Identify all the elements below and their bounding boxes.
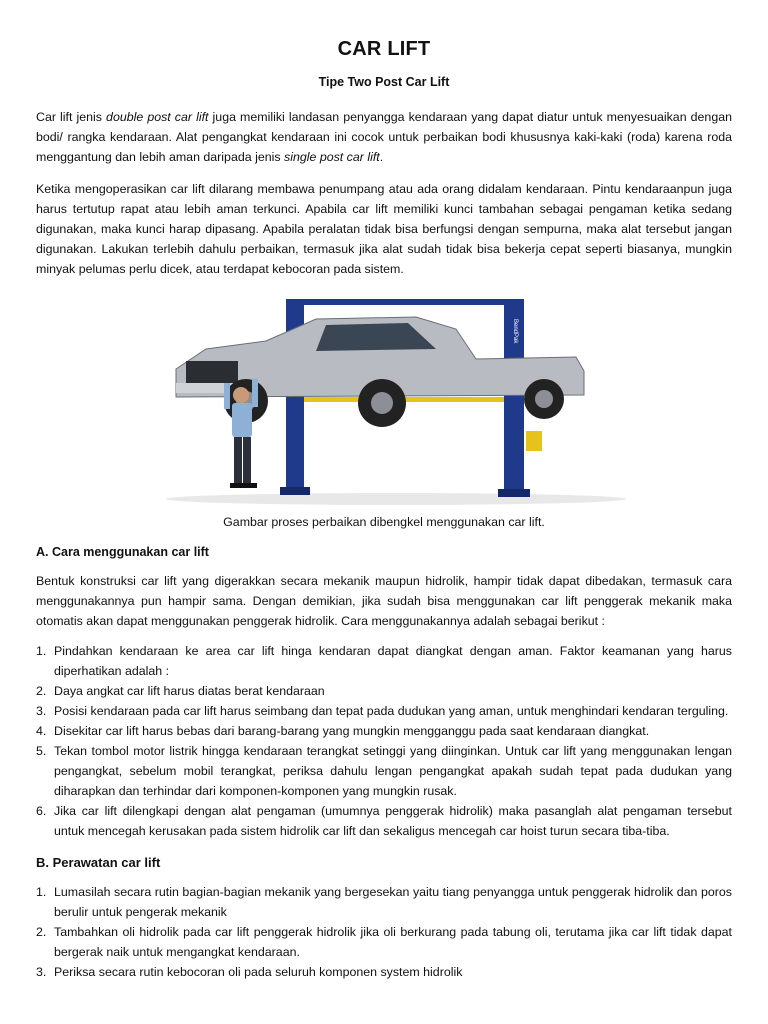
figure-caption: Gambar proses perbaikan dibengkel menggunakan car lift. xyxy=(223,515,545,529)
intro-paragraph: Car lift jenis double post car lift juga memiliki landasan penyangga kendaraan yang dapat diatur untuk menyesuaikan dengan bodi/ rangka kendaraan. Alat pengangkat kendaraan ini cocok untuk perbaikan bodi khususnya kaki-kaki (roda) karena roda menggantung dan lebih aman daripada jenis single post car lift. xyxy=(36,110,732,164)
list-item: 2. Tambahkan oli hidrolik pada car lift penggerak hidrolik jika oli berkurang pada tabung oli, terutama jika car lift tidak dapat bergerak naik untuk mengangkat kendaraan. xyxy=(36,925,732,959)
document-page xyxy=(36,38,732,982)
list-item: 3. Periksa secara rutin kebocoran oli pada seluruh komponen system hidrolik xyxy=(36,965,463,979)
mechanic-figure xyxy=(224,379,258,488)
list-item: 6. Jika car lift dilengkapi dengan alat pengaman (umumnya penggerak hidrolik) maka pasanglah alat pengaman tersebut untuk mencegah kerusakan pada sistem hidrolik car lift dan sekaligus mencegah car hoist turun secara tiba-tiba. xyxy=(36,804,732,838)
list-item: 3. Posisi kendaraan pada car lift harus seimbang dan tepat pada dudukan yang aman, untuk menghindari kendaran terguling. xyxy=(36,704,729,718)
list-item: 4. Disekitar car lift harus bebas dari barang-barang yang mungkin mengganggu pada saat kendaraan diangkat. xyxy=(36,724,650,738)
section-b-heading: B. Perawatan car lift xyxy=(36,855,161,870)
car-lift-photo xyxy=(36,299,732,509)
safety-paragraph: Ketika mengoperasikan car lift dilarang membawa penumpang atau ada orang didalam kendaraan. Pintu kendaraanpun juga harus tertutup rapat atau lebih aman terkunci. Apabila car lift memiliki kunci tambahan sebagai pengaman ketika sedang digunakan, maka kunci harap dipasang. Apabila peralatan tidak bisa berfungsi dengan sempurna, maka alat tersebut jangan digunakan. Lakukan terlebih dahulu perbaikan, termasuk jika alat sudah tidak bisa bekerja cepat seperti biasanya, mungkin minyak pelumas perlu dicek, atau terdapat kebocoran pada sistem. xyxy=(36,182,732,276)
document-subtitle: Tipe Two Post Car Lift xyxy=(318,75,450,89)
list-item: 5. Tekan tombol motor listrik hingga kendaraan terangkat setinggi yang diinginkan. Untuk car lift yang menggunakan lengan pengangkat, sebelum mobil terangkat, periksa dahulu lengan pengangkat apakah sudah tepat pada dudukan yang diharapkan dan terhindar dari komponen-komponen yang mungkin rusak. xyxy=(36,744,732,798)
section-a-heading: A. Cara menggunakan car lift xyxy=(36,545,209,559)
section-a-list xyxy=(36,641,732,841)
list-item: 1. Lumasilah secara rutin bagian-bagian mekanik yang bergesekan yaitu tiang penyangga untuk penggerak hidrolik dan poros berulir untuk pengerak mekanik xyxy=(36,885,732,919)
list-item: 2. Daya angkat car lift harus diatas berat kendaraan xyxy=(36,684,325,698)
right-post-label: BendPak xyxy=(512,319,518,344)
list-item: 1. Pindahkan kendaraan ke area car lift hinga kendaran dapat diangkat dengan aman. Faktor keamanan yang harus diperhatikan adalah : xyxy=(36,644,732,678)
section-b-list xyxy=(36,882,732,982)
section-a-intro: Bentuk konstruksi car lift yang digerakkan secara mekanik maupun hidrolik, hampir tidak dapat dibedakan, termasuk cara menggunakannya pun hampir sama. Dengan demikian, jika sudah bisa menggunakan car lift penggerak mekanik maka otomatis akan dapat menggunakan penggerak hidrolik. Cara menggunakannya adalah sebagai berikut : xyxy=(36,574,732,628)
document-title: CAR LIFT xyxy=(337,38,431,60)
